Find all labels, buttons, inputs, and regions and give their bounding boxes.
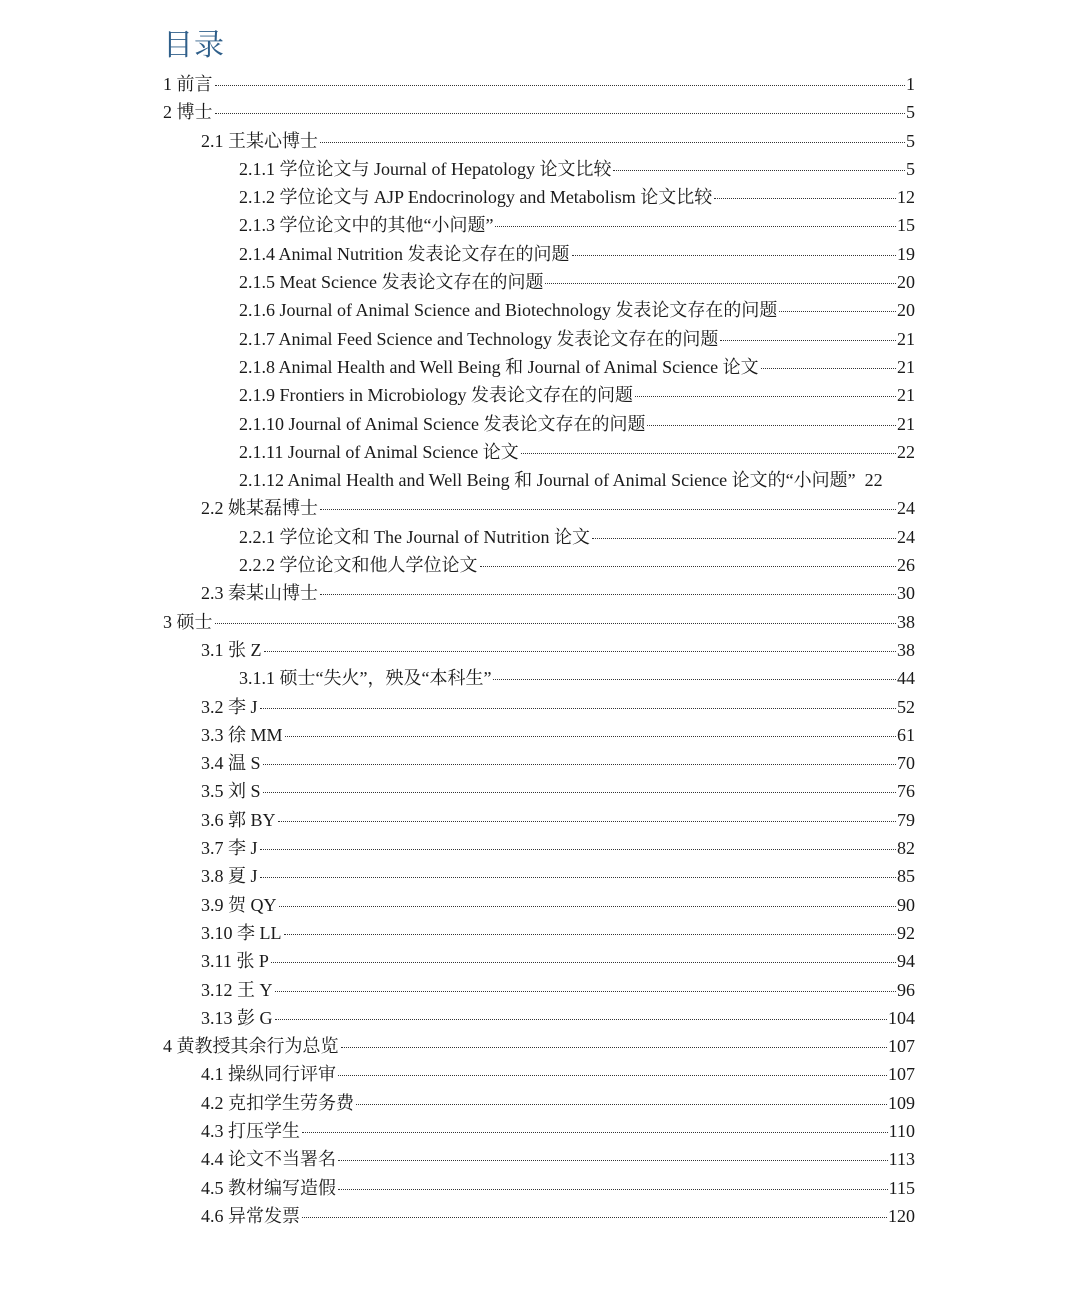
toc-entry-label: 3.1 张 Z [201,639,262,660]
toc-dot-leader [215,113,906,114]
toc-entry-page: 76 [897,781,915,802]
toc-entry-page: 104 [888,1007,915,1028]
toc-entry-page: 79 [897,809,915,830]
toc-entry[interactable] [0,1117,915,1145]
toc-dot-leader [545,283,896,284]
toc-entry-page: 61 [897,724,915,745]
toc-entry[interactable] [0,98,915,126]
toc-dot-leader [215,85,906,86]
toc-entry-label: 2 博士 [163,102,213,123]
toc-entry[interactable] [0,1004,915,1032]
toc-entry-page: 22 [897,441,915,462]
toc-entry-label: 2.1.2 学位论文与 AJP Endocrinology and Metabolism 论文比较 [239,187,713,208]
toc-dot-leader [263,792,896,793]
toc-entry-page: 120 [888,1205,915,1226]
toc-entry-page: 109 [888,1092,915,1113]
toc-entry[interactable] [0,919,915,947]
toc-entry-page: 85 [897,866,915,887]
toc-entry-label: 4.6 异常发票 [201,1205,300,1226]
toc-entry[interactable] [0,1174,915,1202]
toc-entry-label: 2.2 姚某磊博士 [201,498,318,519]
toc-entry-label: 3.8 夏 J [201,866,258,887]
toc-dot-leader [592,538,896,539]
toc-entry-label: 4.1 操纵同行评审 [201,1064,336,1085]
toc-dot-leader [356,1104,887,1105]
toc-entry-page: 44 [897,668,915,689]
toc-dot-leader [572,255,897,256]
toc-dot-leader [302,1132,888,1133]
toc-entry-page: 38 [897,639,915,660]
toc-entry-page: 5 [906,102,915,123]
toc-dot-leader [338,1189,888,1190]
toc-entry-page: 15 [897,215,915,236]
toc-entry-page: 5 [906,158,915,179]
toc-entry[interactable] [0,777,915,805]
toc-entry-label: 1 前言 [163,74,213,94]
toc-entry-label: 2.3 秦某山博士 [201,583,318,604]
toc-entry-page: 22 [864,470,883,491]
toc-entry-label: 2.1.6 Journal of Animal Science and Biotechnology 发表论文存在的问题 [239,300,778,321]
toc-entry-label: 3.5 刘 S [201,781,261,802]
toc-entry-label: 4 黄教授其余行为总览 [163,1036,339,1057]
toc-entry[interactable] [0,127,915,155]
toc-dot-leader [320,509,896,510]
toc-entry-label: 4.5 教材编写造假 [201,1177,336,1198]
toc-dot-leader [493,679,896,680]
toc-entry-page: 38 [897,611,915,632]
toc-entry[interactable] [0,494,915,522]
toc-entry[interactable] [0,1202,915,1230]
toc-entry-label: 3.6 郭 BY [201,809,276,830]
toc-entry-label: 3.7 李 J [201,838,258,859]
toc-entry-label: 4.2 克扣学生劳务费 [201,1092,354,1113]
toc-dot-leader [779,311,896,312]
toc-entry[interactable] [0,211,915,239]
toc-entry[interactable] [0,749,915,777]
toc-entry[interactable] [0,664,915,692]
toc-entry-label: 2.2.2 学位论文和他人学位论文 [239,555,478,576]
toc-entry[interactable] [0,1060,915,1088]
toc-entry[interactable] [0,325,915,353]
toc-entry-page: 52 [897,696,915,717]
toc-entry[interactable] [0,608,915,636]
toc-entry[interactable] [0,438,915,466]
toc-entry[interactable] [0,693,915,721]
toc-entry[interactable] [0,891,915,919]
toc-entry-page: 24 [897,526,915,547]
toc-entry-label: 4.4 论文不当署名 [201,1149,336,1170]
toc-dot-leader [338,1160,888,1161]
toc-entry-label: 2.1.8 Animal Health and Well Being 和 Journal of Animal Science 论文 [239,356,759,377]
toc-entry-page: 107 [888,1036,915,1057]
toc-dot-leader [215,623,897,624]
toc-entry-page: 115 [888,1177,915,1198]
toc-dot-leader [338,1075,887,1076]
toc-dot-leader [647,425,896,426]
toc-entry[interactable] [0,466,915,494]
toc-entry-label: 3.4 温 S [201,753,261,774]
toc-entry-label: 3.2 李 J [201,696,258,717]
toc-entry[interactable] [0,1032,915,1060]
toc-dot-leader [285,736,896,737]
toc-dot-leader [271,962,896,963]
toc-entry[interactable] [0,947,915,975]
toc-dot-leader [275,1019,888,1020]
toc-dot-leader [761,368,896,369]
toc-dot-leader [320,594,896,595]
toc-dot-leader [341,1047,888,1048]
toc-entry-page: 21 [897,328,915,349]
toc-dot-leader [278,821,896,822]
toc-entry[interactable] [0,721,915,749]
toc-entry[interactable] [0,1089,915,1117]
toc-dot-leader [480,566,897,567]
toc-dot-leader [320,142,905,143]
toc-entry-page: 21 [897,356,915,377]
toc-entry-page: 82 [897,838,915,859]
toc-entry-label: 3.13 彭 G [201,1007,273,1028]
toc-entry[interactable] [0,240,915,268]
toc-entry-page: 70 [897,753,915,774]
toc-dot-leader [284,934,897,935]
toc-entry-page: 5 [906,130,915,151]
toc-entry-label: 3 硕士 [163,611,213,632]
toc-entry-label: 2.1.1 学位论文与 Journal of Hepatology 论文比较 [239,158,612,179]
toc-entry-page: 94 [897,951,915,972]
toc-entry-label: 2.1.9 Frontiers in Microbiology 发表论文存在的问题 [239,385,633,406]
toc-entry-label: 3.3 徐 MM [201,724,283,745]
toc-entry[interactable] [0,862,915,890]
toc-entry-page: 20 [897,272,915,293]
toc-entry-label: 3.11 张 P [201,951,269,972]
toc-entry-page: 21 [897,385,915,406]
toc-entry[interactable] [0,579,915,607]
toc-entry-label: 2.1.10 Journal of Animal Science 发表论文存在的问题 [239,413,646,434]
toc-dot-leader [279,906,897,907]
toc-list [0,70,1080,1230]
toc-dot-leader [260,849,896,850]
toc-entry-page: 26 [897,555,915,576]
toc-entry-label: 2.1.4 Animal Nutrition 发表论文存在的问题 [239,243,570,264]
toc-entry[interactable] [0,410,915,438]
toc-entry-label: 2.1.5 Meat Science 发表论文存在的问题 [239,272,544,293]
toc-entry-page: 20 [897,300,915,321]
toc-entry-page: 12 [897,187,915,208]
toc-entry[interactable] [0,353,915,381]
toc-dot-leader [495,226,896,227]
toc-dot-leader [260,708,896,709]
toc-entry-page: 24 [897,498,915,519]
toc-entry-label: 3.1.1 硕士“失火”，殃及“本科生” [239,668,492,689]
toc-dot-leader [720,340,896,341]
toc-dot-leader [275,991,897,992]
toc-entry-page: 30 [897,583,915,604]
toc-dot-leader [302,1217,887,1218]
toc-entry-label: 3.12 王 Y [201,979,273,1000]
toc-entry-label: 2.2.1 学位论文和 The Journal of Nutrition 论文 [239,526,590,547]
toc-entry-label: 2.1.11 Journal of Animal Science 论文 [239,441,519,462]
toc-entry[interactable] [0,976,915,1004]
toc-entry[interactable] [0,381,915,409]
toc-entry[interactable] [0,296,915,324]
toc-entry-page: 113 [888,1149,915,1170]
toc-entry-page: 92 [897,922,915,943]
toc-entry[interactable] [0,268,915,296]
toc-entry-page: 90 [897,894,915,915]
toc-entry[interactable] [0,70,915,98]
toc-dot-leader [635,396,896,397]
toc-entry-label: 4.3 打压学生 [201,1120,300,1141]
toc-entry[interactable] [0,523,915,551]
toc-entry-label: 2.1.3 学位论文中的其他“小问题” [239,215,494,236]
toc-dot-leader [613,170,905,171]
toc-entry-label: 2.1.12 Animal Health and Well Being 和 Journal of Animal Science 论文的“小问题” [239,470,856,491]
toc-entry-page: 1 [906,74,915,94]
toc-dot-leader [714,198,896,199]
toc-entry-page: 19 [897,243,915,264]
toc-entry-label: 3.9 贺 QY [201,894,277,915]
toc-entry[interactable] [0,834,915,862]
toc-dot-leader [264,651,897,652]
toc-entry[interactable] [0,155,915,183]
toc-entry[interactable] [0,636,915,664]
toc-entry-page: 96 [897,979,915,1000]
toc-entry[interactable] [0,806,915,834]
toc-entry[interactable] [0,1145,915,1173]
toc-dot-leader [263,764,896,765]
toc-entry[interactable] [0,551,915,579]
toc-entry-label: 2.1.7 Animal Feed Science and Technology 发表论文存在的问题 [239,328,719,349]
toc-dot-leader [260,877,896,878]
toc-title: 目录 [163,28,225,63]
toc-entry-label: 3.10 李 LL [201,922,282,943]
toc-entry[interactable] [0,183,915,211]
toc-entry-page: 110 [888,1120,915,1141]
toc-entry-page: 21 [897,413,915,434]
toc-entry-page: 107 [888,1064,915,1085]
toc-entry-label: 2.1 王某心博士 [201,130,318,151]
toc-dot-leader [521,453,896,454]
